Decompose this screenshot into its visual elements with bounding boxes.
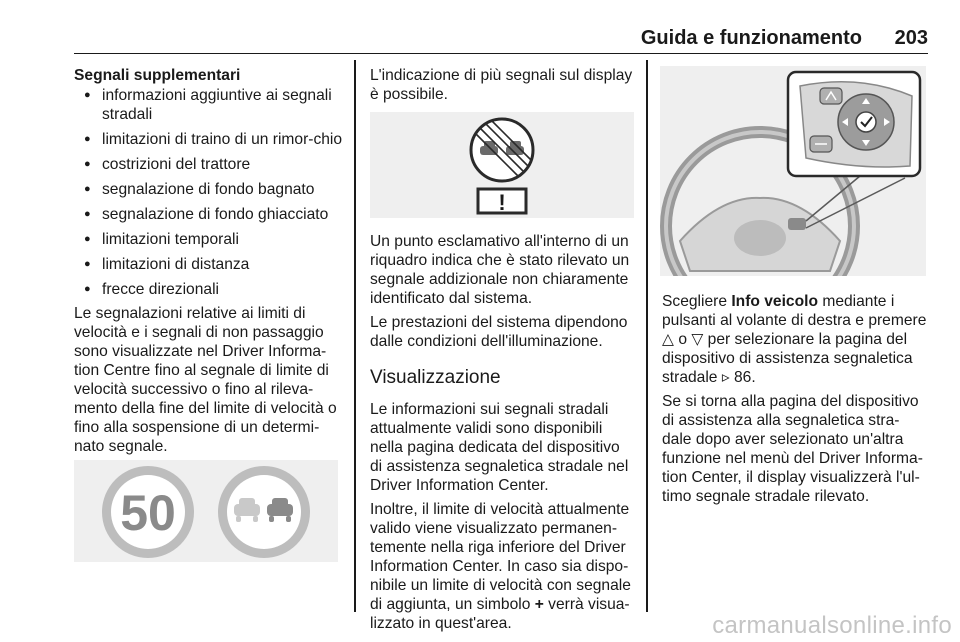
figure-steering-wheel	[660, 66, 926, 276]
wheel-controls-callout	[788, 72, 920, 176]
paragraph: L'indicazione di più segnali sul display è possibile.	[370, 67, 633, 103]
paragraph: Un punto esclamativo all'interno di un riquadro indica che è stato rilevato un segnale addizionale non chiaramente identificato dal sistema.	[370, 233, 630, 307]
list-item: ● costrizioni del trattore	[74, 155, 344, 174]
paragraph	[662, 292, 928, 387]
page-reference-icon: ▹	[721, 369, 730, 386]
down-triangle-icon: ▽	[691, 331, 704, 348]
column-divider-2	[646, 60, 648, 612]
list-item: ● limitazioni temporali	[74, 230, 344, 249]
column-2-body	[370, 232, 634, 638]
section-heading: Visualizzazione	[370, 367, 501, 388]
page-reference: 86.	[729, 369, 756, 386]
figure-speed-limit-signs	[74, 460, 338, 562]
paragraph: Le segnalazioni relative ai limiti di velocità e i segnali di non passaggio sono visualizzate nel Driver Informa-tion Centre fino al segnale di limite di velocità successivo o fino al rileva-mento della fine del limite di velocità o fino alla sospensione di un determi-nato segnale.	[74, 305, 337, 455]
paragraph	[370, 500, 634, 633]
bullet-list	[74, 86, 344, 299]
paragraph: Le prestazioni del sistema dipendono dalle condizioni dell'illuminazione.	[370, 314, 628, 350]
info-veicolo-label: Info veicolo	[731, 293, 818, 310]
page-number: 203	[894, 27, 928, 49]
header-title: Guida e funzionamento	[640, 27, 862, 49]
paragraph: Se si torna alla pagina del dispositivo di assistenza alla segnaletica stra-dale dopo aver selezionato un'altra funzione nel menù del Driver Informa-tion Center, il display visualizzerà l'ul-timo segnale stradale rilevato.	[662, 393, 923, 505]
no-overtaking-sign-icon	[218, 466, 310, 558]
page-header	[74, 24, 928, 54]
paragraph: Le informazioni sui segnali stradali attualmente validi sono disponibili nella pagina dedicata del dispositivo di assistenza segnaletica stradale nel Driver Information Center.	[370, 401, 629, 494]
text-span: Inoltre, il limite di velocità attualmente valido viene visualizzato permanen-temente nella riga inferiore del Driver Information Center. In caso sia dispo-nibile un limite di velocità con segnale di aggiunta, un simbolo	[370, 501, 631, 613]
list-item: ● frecce direzionali	[74, 280, 344, 299]
list-item: ● segnalazione di fondo bagnato	[74, 180, 344, 199]
text-span: verrà visua-lizzato in quest'area.	[370, 596, 630, 632]
column-2	[370, 66, 634, 109]
exclamation-symbol: !	[498, 190, 506, 215]
list-item: ● segnalazione di fondo ghiacciato	[74, 205, 344, 224]
text-span: per selezionare la pagina del dispositivo di assistenza segnaletica stradale	[662, 331, 913, 386]
list-item: ● limitazioni di traino di un rimor-chio	[74, 130, 344, 149]
column-3	[662, 292, 928, 511]
list-item: ● limitazioni di distanza	[74, 255, 344, 274]
up-triangle-icon: △	[662, 331, 674, 348]
text-span: Scegliere	[662, 293, 732, 310]
list-item: ● informazioni aggiuntive ai segnali stradali	[74, 86, 344, 124]
section-title: Segnali supplementari	[74, 67, 241, 84]
column-divider-1	[354, 60, 356, 612]
end-no-overtaking-sign-icon	[471, 119, 533, 181]
watermark: carmanualsonline.info	[712, 612, 952, 639]
text-span: o	[674, 331, 692, 348]
column-1	[74, 66, 344, 461]
figure-end-no-overtaking	[370, 112, 634, 218]
plus-symbol: +	[534, 596, 544, 613]
text-span: mediante i pulsanti al volante di destra e premere	[662, 293, 927, 329]
speed-limit-number: 50	[120, 485, 176, 541]
